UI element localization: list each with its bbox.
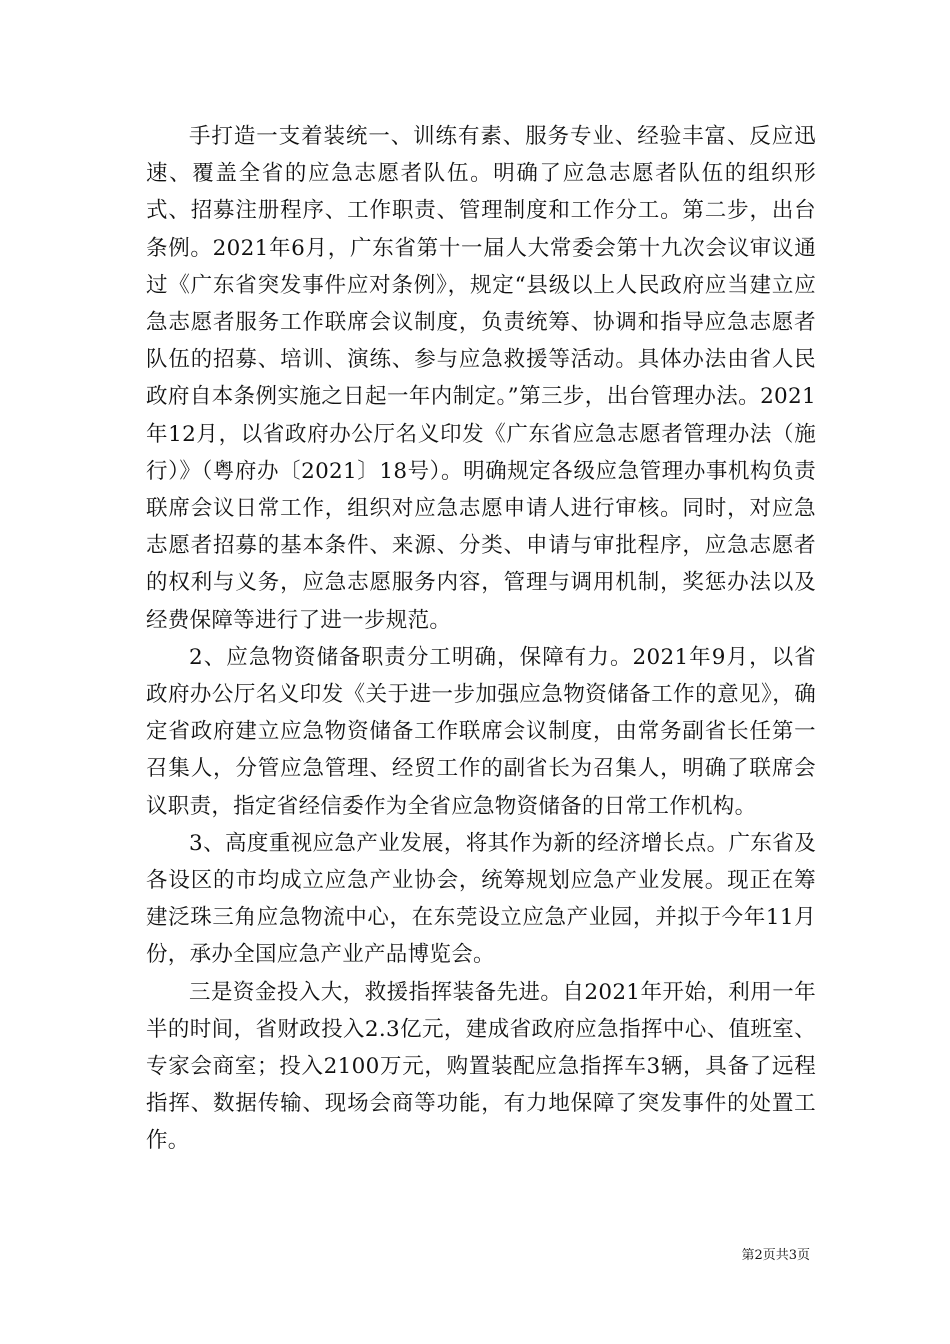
paragraph-funding: 三是资金投入大，救援指挥装备先进。自2021年开始，利用一年半的时间，省财政投入2.3亿元，建成省政府应急指挥中心、值班室、专家会商室；投入2100万元，购置装配应急指挥车3辆，具备了远程指挥、数据传输、现场会商等功能，有力地保障了突发事件的处置工作。 (146, 979, 816, 1154)
paragraph-emergency-industry: 3、高度重视应急产业发展，将其作为新的经济增长点。广东省及各设区的市均成立应急产业协会，统筹规划应急产业发展。现正在筹建泛珠三角应急物流中心，在东莞设立应急产业园，并拟于今年11月份，承办全国应急产业产品博览会。 (146, 830, 816, 968)
paragraph-continuation: 手打造一支着装统一、训练有素、服务专业、经验丰富、反应迅速、覆盖全省的应急志愿者队伍。明确了应急志愿者队伍的组织形式、招募注册程序、工作职责、管理制度和工作分工。第二步，出台条例。2021年6月，广东省第十一届人大常委会第十九次会议审议通过《广东省突发事件应对条例》，规定“县级以上人民政府应当建立应急志愿者服务工作联席会议制度，负责统筹、协调和指导应急志愿者队伍的招募、培训、演练、参与应急救援等活动。具体办法由省人民政府自本条例实施之日起一年内制定。”第三步，出台管理办法。2021年12月，以省政府办公厅名义印发《广东省应急志愿者管理办法（施行）》（粤府办〔2021〕18号）。明确规定各级应急管理办事机构负责联席会议日常工作，组织对应急志愿申请人进行审核。同时，对应急志愿者招募的基本条件、来源、分类、申请与审批程序，应急志愿者的权利与义务，应急志愿服务内容，管理与调用机制，奖惩办法以及经费保障等进行了进一步规范。 (146, 124, 816, 633)
document-body (146, 118, 816, 1160)
page-number-footer: 第2页共3页 (741, 1248, 810, 1263)
paragraph-emergency-supplies: 2、应急物资储备职责分工明确，保障有力。2021年9月，以省政府办公厅名义印发《关于进一步加强应急物资储备工作的意见》，确定省政府建立应急物资储备工作联席会议制度，由常务副省长任第一召集人，分管应急管理、经贸工作的副省长为召集人，明确了联席会议职责，指定省经信委作为全省应急物资储备的日常工作机构。 (146, 644, 816, 819)
